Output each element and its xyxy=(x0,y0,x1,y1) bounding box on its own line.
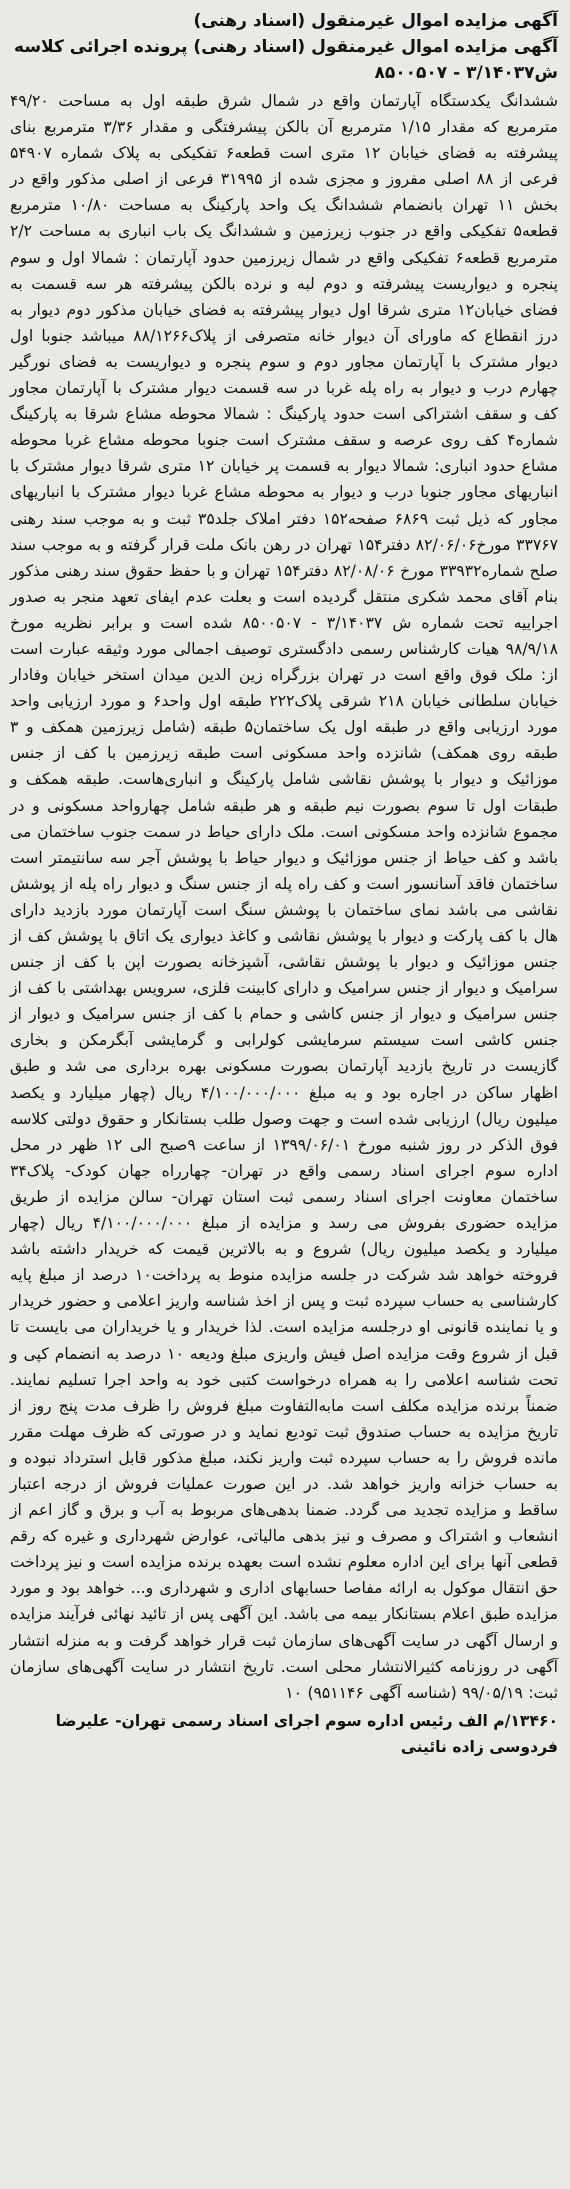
notice-heading: آگهی مزایده اموال غیرمنقول (اسناد رهنی) xyxy=(193,11,558,31)
notice-signature: ۱۳۴۶۰/م الف رئیس اداره سوم اجرای اسناد رسمی تهران- علیرضا فردوسی زاده نائینی xyxy=(55,1711,558,1756)
notice-subheading: آگهی مزایده اموال غیرمنقول (اسناد رهنی) پرونده اجرائی کلاسه ش۳/۱۴۰۳۷ - ۸۵۰۰۵۰۷ xyxy=(14,37,558,83)
notice-body: ششدانگ یکدستگاه آپارتمان واقع در شمال شرق طبقه اول به مساحت ۴۹/۲۰ مترمربع که مقدار ۱/۱۵ مترمربع آن بالکن پیشرفتگی و مقدار ۳/۳۶ مترمربع بنای پیشرفته به فضای خیابان ۱۲ متری است قطعه۶ تفکیکی به پلاک شماره ۵۴۹۰۷ فرعی از ۸۸ اصلی مفروز و مجزی شده از ۳۱۹۹۵ فرعی از اصلی مذکور واقع در بخش ۱۱ تهران بانضمام ششدانگ یک واحد پارکینگ به مساحت ۱۰/۸۰ مترمربع قطعه۵ تفکیکی واقع در جنوب زیرزمین و ششدانگ یک باب انباری به مساحت ۲/۲ مترمربع قطعه۶ تفکیکی واقع در شمال زیرزمین حدود آپارتمان : شمالا اول و سوم پنجره و دیواریست پیشرفته و دوم لبه و نرده بالکن پیشرفته هر سه قسمت به فضای خیابان۱۲ متری شرقا اول دیوار پیشرفته به فضای خیابان مذکور دوم دیوار به درز انقطاع که ماورای آن دیوار خانه متصرفی از پلاک۸۸/۱۲۶۶ میباشد جنوبا اول دیوار مشترک با آپارتمان مجاور دوم و سوم پنجره و دیواریست به فضای نورگیر چهارم درب و دیوار به راه پله غربا در سه قسمت دیوار مشترک با آپارتمان مجاور کف و سقف اشتراکی است حدود پارکینگ : شمالا محوطه مشاع شرقا به پارکینگ شماره۴ کف روی عرصه و سقف مشترک است جنوبا محوطه مشاع غربا محوطه مشاع حدود انباری: شمالا دیوار به قسمت پر خیابان ۱۲ متری شرقا دیوار مشترک با انباریهای مجاور جنوبا درب و دیوار به محوطه مشاع غربا دیوار مشترک با انباریهای مجاور که ذیل ثبت ۶۸۶۹ صفحه۱۵۲ دفتر املاک جلد۳۵ ثبت و به موجب سند رهنی ۳۳۷۶۷ مورخ۸۲/۰۶/۰۶ دفتر۱۵۴ تهران در رهن بانک ملت قرار گرفته و به موجب سند صلح شماره۳۳۹۳۲ مورخ ۸۲/۰۸/۰۶ دفتر۱۵۴ تهران و با حفظ حقوق سند رهنی مذکور بنام آقای محمد شکری منتقل گردیده است و بعلت عدم ایفای تعهد منجر به صدور اجراییه تحت شماره ش ۳/۱۴۰۳۷ - ۸۵۰۰۵۰۷ شده است و برابر نظریه مورخ ۹۸/۹/۱۸ هیات کارشناس رسمی دادگستری توصیف اجمالی مورد وثیقه عبارت است از: ملک فوق واقع است در تهران بزرگراه زین الدین میدان استخر خیابان وفادار خیابان سلطانی خیابان ۲۱۸ شرقی پلاک۲۲۲ طبقه اول واحد۶ و مورد ارزیابی واحد مورد ارزیابی واقع در طبقه اول یک ساختمان۵ طبقه (شامل زیرزمین همکف و ۳ طبقه روی همکف) شانزده واحد مسکونی است طبقه زیرزمین با کف از جنس موزائیک و دیوار با پوشش نقاشی شامل پارکینگ و انباری‌هاست. طبقه همکف و طبقات اول تا سوم بصورت نیم طبقه و هر طبقه شامل چهارواحد مسکونی و در مجموع شانزده واحد مسکونی است. ملک دارای حیاط در سمت جنوب ساختمان می باشد و کف حیاط از جنس موزائیک و دیوار حیاط با پوشش آجر سه سانتیمتر است ساختمان فاقد آسانسور است و کف راه پله از جنس سنگ و دیوار راه پله از پوشش نقاشی می باشد نمای ساختمان با پوشش سنگ است آپارتمان مورد بازدید دارای هال با کف پارکت و دیوار با پوشش نقاشی و کاغذ دیواری یک اتاق با پوشش کف از جنس موزائیک و دیوار با پوشش نقاشی، آشپزخانه بصورت اپن با کف از جنس سرامیک و دیوار از جنس سرامیک و دارای کابینت فلزی، سرویس بهداشتی با کف از جنس سرامیک و دیوار از جنس کاشی و حمام با کف از جنس سرامیک و دیوار از جنس کاشی است سیستم سرمایشی کولرابی و گرمایشی آبگرمکن و بخاری گازیست در تاریخ بازدید آپارتمان بصورت مسکونی بهره برداری می شد و طبق اظهار ساکن در اجاره بود و به مبلغ ۴/۱۰۰/۰۰۰/۰۰۰ ریال (چهار میلیارد و یکصد میلیون ریال) ارزیابی شده است و جهت وصول طلب بستانکار و حقوق دولتی کلاسه فوق الذکر در روز شنبه مورخ ۱۳۹۹/۰۶/۰۱ از ساعت ۹صبح الی ۱۲ ظهر در محل اداره سوم اجرای اسناد رسمی واقع در تهران- چهارراه جهان کودک- پلاک۳۴ ساختمان معاونت اجرای اسناد رسمی ثبت استان تهران- سالن مزایده از طریق مزایده حضوری بفروش می رسد و مزایده از مبلغ ۴/۱۰۰/۰۰۰/۰۰۰ ریال (چهار میلیارد و یکصد میلیون ریال) شروع و به بالاترین قیمت که خریدار داشته باشد فروخته خواهد شد شرکت در جلسه مزایده منوط به پرداخت۱۰ درصد از مبلغ پایه کارشناسی به حساب سپرده ثبت و پس از اخذ شناسه واریز اعلامی و حضور خریدار و یا نماینده قانونی او درجلسه مزایده است. لذا خریدار و یا خریداران می بایست تا قبل از شروع وقت مزایده اصل فیش واریزی مبلغ ودیعه ۱۰ درصد به انضمام کپی و تحت شناسه اعلامی را به همراه درخواست کتبی خود به واحد اجرا تسلیم نمایند. ضمناً برنده مزایده مکلف است مابه‌التفاوت مبلغ فروش را ظرف مدت پنج روز از تاریخ مزایده به حساب صندوق ثبت تودیع نماید و در صورتی که ظرف مهلت مقرر مانده فروش را به حساب سپرده ثبت واریز نکند، مبلغ مذکور قابل استرداد نبوده و به حساب خزانه واریز خواهد شد. در این صورت عملیات فروش از درجه اعتبار ساقط و مزایده تجدید می گردد. ضمنا بدهی‌های مربوط به آب و برق و گاز اعم از انشعاب و اشتراک و مصرف و نیز بدهی مالیاتی، عوارض شهرداری و غیره که رقم قطعی آنها برای این اداره معلوم نشده است بعهده برنده مزایده است و نیز پرداخت حق انتقال موکول به ارائه مفاصا حسابهای اداری و شهرداری و... خواهد بود و مورد مزایده طبق اعلام بستانکار بیمه می باشد. این آگهی پس از تائید نهائی فرآیند مزایده و ارسال آگهی در سایت آگهی‌های سازمان ثبت قرار خواهد گرفت و به منزله انتشار آگهی در روزنامه کثیرالانتشار محلی است. تاریخ انتشار در سایت آگهی‌های سازمان ثبت: ۹۹/۰۵/۱۹ (شناسه آگهی ۹۵۱۱۴۶) ۱۰ xyxy=(10,92,559,1702)
